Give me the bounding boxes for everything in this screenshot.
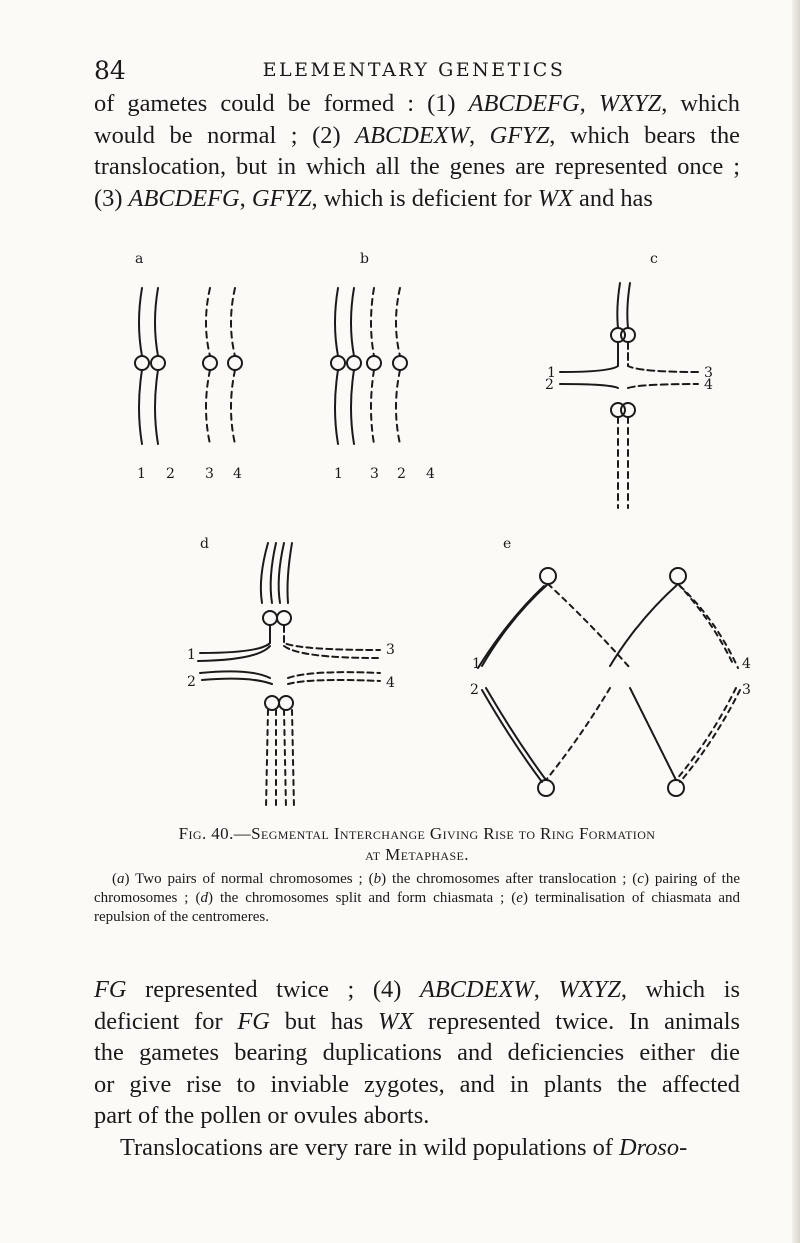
a-num-1: 1 [137,466,146,482]
a-num-3: 3 [205,466,214,482]
text-line: deficient for FG but has WX represented twice. In animals [94,1007,740,1035]
bottom-paragraph [94,974,740,1163]
e-num-1: 1 [472,656,481,672]
c-num-2: 2 [545,377,554,393]
running-head: ELEMENTARY GENETICS [262,59,566,81]
panel-b-chromosomes [331,288,407,444]
d-num-3: 3 [386,642,395,658]
panel-label-c: c [650,251,658,267]
d-num-4: 4 [386,675,395,691]
caption-body: (a) Two pairs of normal chromosomes ; (b) the chromosomes after translocation ; (c) pairing of the chromosomes ; (d) the chromosomes split and form chiasmata ; (e) terminalisation of chiasmata and repulsion of the centromeres. [94,871,741,925]
panel-e-ring [478,568,740,796]
text-line: Translocations are very rare in wild populations of Droso- [120,1133,688,1161]
c-num-3: 3 [704,365,713,381]
d-num-1: 1 [187,647,196,663]
e-num-3: 3 [742,682,751,698]
caption-title-line-2: at Metaphase. [365,845,469,864]
panel-label-e: e [503,536,512,552]
page-header [94,56,734,88]
page-edge-shadow [792,0,800,1243]
text-line: or give rise to inviable zygotes, and in plants the affected [94,1070,740,1098]
text-line: the gametes bearing duplications and deficiencies either die [94,1039,740,1066]
page-number: 84 [94,56,126,85]
text-line: would be normal ; (2) ABCDEXW, GFYZ, which bears the [94,121,740,149]
b-num-4: 4 [426,466,435,482]
a-num-2: 2 [166,466,175,482]
d-num-2: 2 [187,674,196,690]
c-num-4: 4 [704,377,713,393]
panel-d-chiasmata [198,543,380,808]
panel-label-a: a [135,251,144,267]
text-line: (3) ABCDEFG, GFYZ, which is deficient for WX and has [94,184,653,212]
panel-a-chromosomes [135,288,242,444]
e-num-2: 2 [470,682,479,698]
panel-c-pairing-cross [560,283,698,508]
b-num-2: 2 [397,466,406,482]
b-num-3: 3 [370,466,379,482]
text-line: FG represented twice ; (4) ABCDEXW, WXYZ, which is [94,976,740,1003]
figure-40 [90,248,750,818]
text-line: of gametes could be formed : (1) ABCDEFG, WXYZ, which [94,90,740,117]
e-num-4: 4 [742,656,751,672]
text-line: translocation, but in which all the genes are represented once ; [94,153,740,180]
panel-label-b: b [360,251,369,267]
text-line: part of the pollen or ovules aborts. [94,1102,430,1129]
c-num-1: 1 [547,365,556,381]
a-num-4: 4 [233,466,242,482]
panel-label-d: d [200,536,209,552]
chromosome-diagram [90,248,750,818]
b-num-1: 1 [334,466,343,482]
top-paragraph [94,88,740,214]
caption-title-line-1: Fig. 40.—Segmental Interchange Giving Rise to Ring Formation [178,824,656,843]
figure-caption [94,823,740,927]
